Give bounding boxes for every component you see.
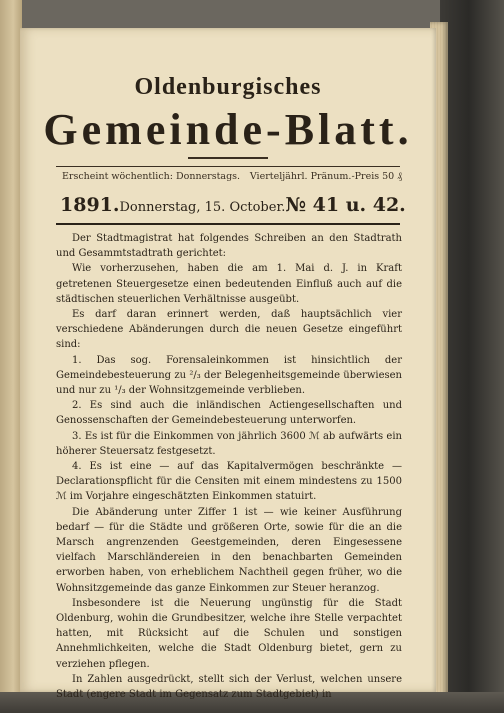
- decorative-rule: [188, 157, 268, 159]
- paragraph: 2. Es sind auch die inländischen Actiengesellschaften und Genossenschaften der Gemeindebesteuerung unterworfen.: [56, 400, 402, 427]
- masthead-line-1: Oldenburgisches: [134, 74, 322, 100]
- paragraph: 3. Es ist für die Einkommen von jährlich 3600 ℳ ab aufwärts ein höherer Steuersatz festgesetzt.: [56, 430, 402, 457]
- paragraph: Wie vorherzusehen, haben die am 1. Mai d. J. in Kraft getretenen Steuergesetze einen bedeutenden Einfluß auch auf die städtischen steuerlichen Verhältnisse ausgeübt.: [56, 263, 402, 305]
- newspaper-page: [20, 28, 436, 701]
- paragraph: In Zahlen ausgedrückt, stellt sich der Verlust, welchen unsere Stadt (engere Stadt im Gegensatz zum Stadtgebiet) in: [56, 673, 402, 701]
- publication-info: [62, 171, 402, 182]
- issue-number: № 41 u. 42.: [285, 194, 406, 216]
- publication-frequency: Erscheint wöchentlich: Donnerstags.: [62, 171, 241, 182]
- paragraph: 1. Das sog. Forensaleinkommen ist hinsichtlich der Gemeindebesteuerung zu ²/₃ der Belegenheitsgemeinde überwiesen und nur zu ¹/₃ der Wohnsitzgemeinde verblieben.: [56, 354, 402, 397]
- issue-date: Donnerstag, 15. October.: [119, 200, 286, 215]
- subscription-price: Vierteljährl. Pränum.-Preis 50 ₰: [249, 171, 402, 182]
- paragraph: Die Abänderung unter Ziffer 1 ist — wie keiner Ausführung bedarf — für die Städte und größeren Orte, sowie für die an die Marsch angrenzenden Geestgemeinden, deren Eingesessene vielfach Marschländereien in den benachbarten Gemeinden erworben haben, von erheblichem Nachtheil gegen früher, wo die Wohnsitzgemeinde das ganze Einkommen zur Steuer heranzog.: [56, 506, 402, 594]
- issue-year: 1891.: [60, 194, 120, 216]
- paragraph: Es darf daran erinnert werden, daß hauptsächlich vier verschiedene Abänderungen durch die neuen Gesetze eingeführt sind:: [56, 309, 402, 351]
- masthead-title: Gemeinde-Blatt.: [43, 105, 413, 154]
- paragraph: Der Stadtmagistrat hat folgendes Schreiben an den Stadtrath und Gesammtstadtrath gerichtet:: [56, 233, 402, 260]
- divider-rule: [56, 166, 400, 167]
- divider-rule-thick: [56, 223, 400, 225]
- paragraph: Insbesondere ist die Neuerung ungünstig für die Stadt Oldenburg, wohin die Grundbesitzer, welche ihre Stelle verpachtet hatten, mit Rücksicht auf die Schulen und sonstigen Annehmlichkeiten, welche die Stadt Oldenburg bietet, gern zu verziehen pflegen.: [56, 597, 402, 670]
- article-body: [56, 231, 402, 702]
- left-page-edge: [0, 0, 22, 713]
- paragraph: 4. Es ist eine — auf das Kapitalvermögen beschränkte — Declarationspflicht für die Censiten mit einem mindestens zu 1500 ℳ im Vorjahre eingeschätzten Einkommen statuirt.: [56, 461, 402, 503]
- dateline: [60, 194, 404, 216]
- background-right: [440, 0, 504, 713]
